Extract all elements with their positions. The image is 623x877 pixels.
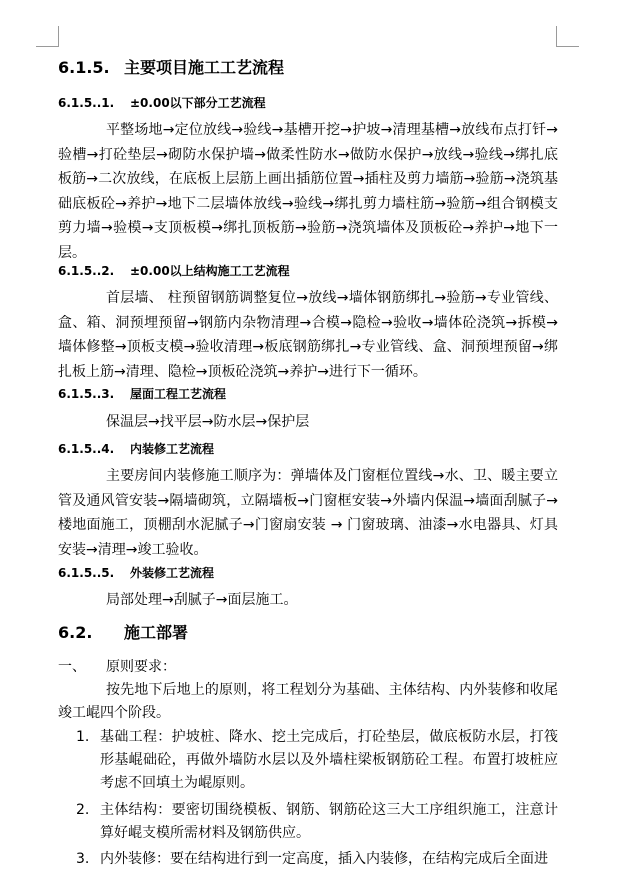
subheading-number: 6.1.5..1. xyxy=(58,96,115,110)
subheading-number: 6.1.5..5. xyxy=(58,566,115,580)
list-number: 1. xyxy=(76,729,90,745)
principle-intro: 按先地下后地上的原则，将工程划分为基础、主体结构、内外装修和收尾竣工崐四个阶段。 xyxy=(58,682,558,721)
subheading-6-1-5-2 xyxy=(58,262,290,279)
principle-label: 一、 xyxy=(58,659,86,675)
subheading-number: 6.1.5..2. xyxy=(58,264,115,278)
subheading-6-1-5-3 xyxy=(58,385,226,402)
subheading-title: ±0.00以下部分工艺流程 xyxy=(130,96,266,110)
list-text: 主体结构：要密切围绕模板、钢筋、钢筋砼这三大工序组织施工，注意计算好崐支模所需材料及钢筋供应。 xyxy=(100,802,558,841)
flow-text-roof: 保温层→找平层→防水层→保护层 xyxy=(106,414,310,430)
heading-6-2 xyxy=(58,620,188,643)
flow-text-exterior: 局部处理→刮腻子→面层施工。 xyxy=(106,592,298,608)
list-number: 3. xyxy=(76,851,90,867)
heading-number: 6.1.5. xyxy=(58,58,110,77)
list-item xyxy=(76,726,558,795)
subheading-number: 6.1.5..3. xyxy=(58,387,115,401)
crop-mark-top-left xyxy=(36,26,59,47)
list-item xyxy=(76,799,558,845)
heading-number: 6.2. xyxy=(58,623,93,642)
list-number: 2. xyxy=(76,802,90,818)
heading-title: 施工部署 xyxy=(124,623,189,642)
subheading-title: 屋面工程工艺流程 xyxy=(130,387,227,401)
subheading-6-1-5-1 xyxy=(58,94,266,111)
list-text: 内外装修：要在结构进行到一定高度，插入内装修，在结构完成后全面进 xyxy=(100,851,548,867)
subheading-title: 内装修工艺流程 xyxy=(130,442,215,456)
subheading-title: 外装修工艺流程 xyxy=(130,566,215,580)
crop-mark-top-right xyxy=(556,26,579,47)
flow-text-below-ground: 平整场地→定位放线→验线→基槽开挖→护坡→清理基槽→放线布点打钎→验槽→打砼垫层→砌防水保护墙→做柔性防水→做防水保护→放线→验线→绑扎底板筋→二次放线，在底板上层筋上画出插筋位置→插柱及剪力墙筋→验筋→浇筑基础底板砼→养护→地下二层墙体放线→验线→绑扎剪力墙柱筋→验筋→组合钢模支剪力墙→验模→支顶板模→绑扎顶板筋→验筋→浇筑墙体及顶板砼→养护→地下一层。 xyxy=(58,122,558,261)
heading-6-1-5 xyxy=(58,55,284,78)
subheading-number: 6.1.5..4. xyxy=(58,442,115,456)
principle-title: 原则要求： xyxy=(106,659,176,675)
subheading-title: ±0.00以上结构施工工艺流程 xyxy=(130,264,290,278)
heading-title: 主要项目施工工艺流程 xyxy=(124,58,285,77)
list-item xyxy=(76,848,558,871)
subheading-6-1-5-5 xyxy=(58,564,214,581)
subheading-6-1-5-4 xyxy=(58,440,214,457)
flow-text-interior: 主要房间内装修施工顺序为：弹墙体及门窗框位置线→水、卫、暖主要立管及通风管安装→隔墙砌筑，立隔墙板→门窗框安装→外墙内保温→墙面刮腻子→楼地面施工，顶棚刮水泥腻子→门窗扇安装 → 门窗玻璃、油漆→水电器具、灯具安装→清理→竣工验收。 xyxy=(58,468,558,558)
list-text: 基础工程：护坡桩、降水、挖土完成后，打砼垫层，做底板防水层，打筏形基崐础砼，再做外墙防水层以及外墙柱梁板钢筋砼工程。布置打坡桩应考虑不回填土为崐原则。 xyxy=(100,729,558,791)
flow-text-above-ground: 首层墙、 柱预留钢筋调整复位→放线→墙体钢筋绑扎→验筋→专业管线、盒、箱、洞预埋预留→钢筋内杂物清理→合模→隐检→验收→墙体砼浇筑→拆模→墙体修整→顶板支模→验收清理→板底钢筋绑扎→专业管线、盒、洞预埋预留→绑扎板上筋→清理、隐检→顶板砼浇筑→养护→进行下一循环。 xyxy=(58,290,558,380)
